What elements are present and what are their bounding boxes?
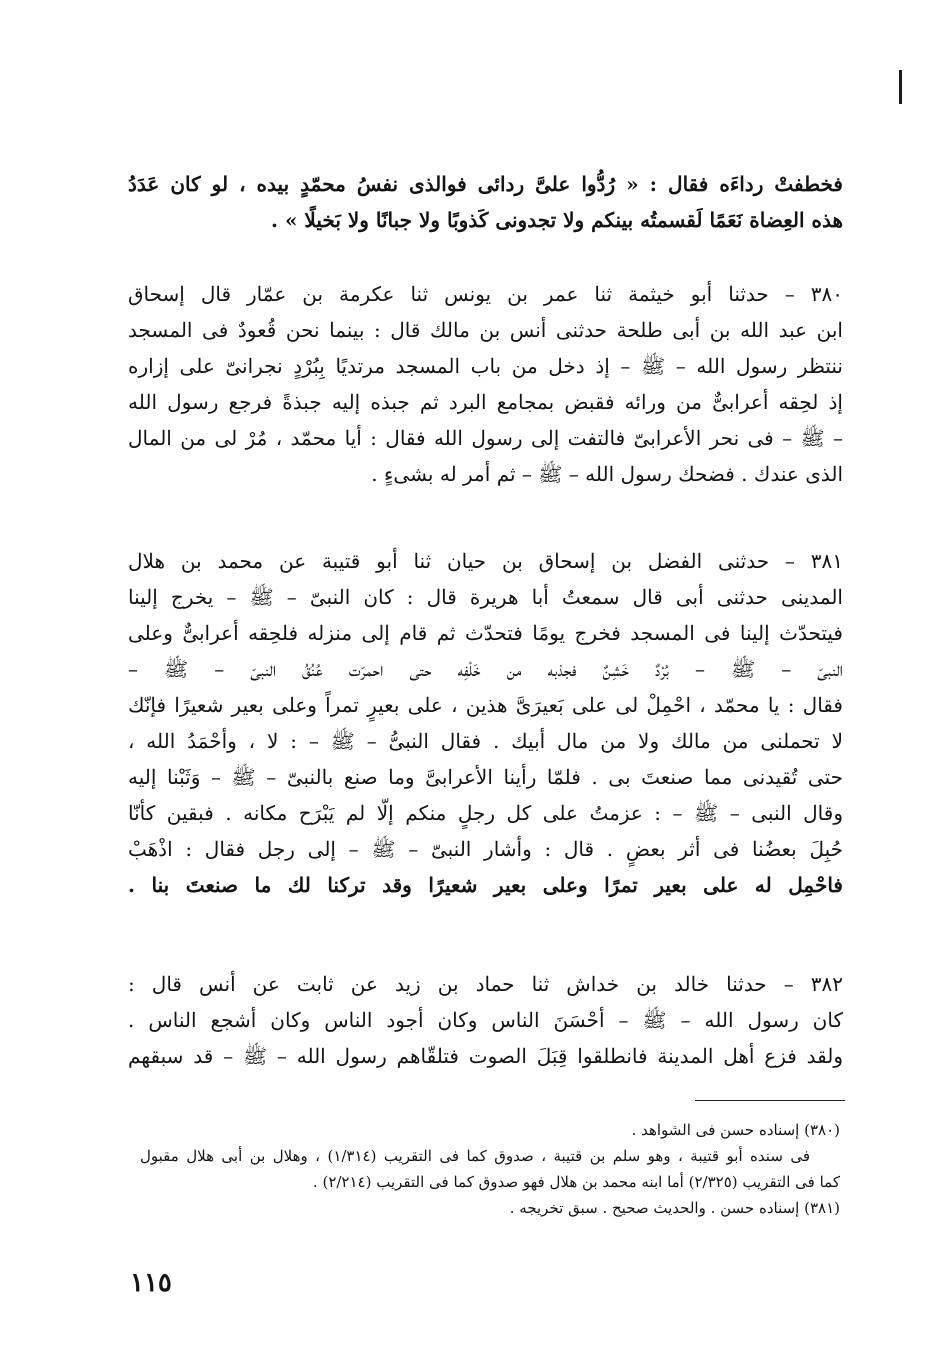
text-line: ننتظر رسول الله – ﷺ – إذ دخل من باب المسجد مرتديًا بِبُرْدٍ نجرانىّ على إزاره: [128, 354, 843, 378]
text-line: النبىّ – ﷺ – بُرْدٌ خَشِنٌ فجذبه من خَلْفِه حتى احمرّت عُنُقُ النبىّ – ﷺ –: [128, 657, 843, 681]
hadith-381: [128, 543, 843, 903]
text-line: ابن عبد الله بن أبى طلحة حدثنى أنس بن مالك قال : بينما نحن قُعودٌ فى المسجد: [128, 318, 843, 342]
text-line: هذه العِضاة نَعَمًا لَقسمتُه بينكم ولا تجدونى كَذوبًا ولا جبانًا ولا بَخيلًا » .: [271, 208, 843, 232]
text-line: كان رسول الله – ﷺ – أحْسَنَ الناس وكان أجود الناس وكان أشجع الناس .: [128, 1008, 843, 1032]
hadith-380: [128, 276, 843, 492]
hadith-382: [128, 966, 843, 1074]
page-number: ١١٥: [130, 1268, 172, 1298]
intro-paragraph: [128, 166, 843, 238]
footnote: فى سنده أبو قتيبة ، وهو سلم بن قتيبة ، صدوق كما فى التقريب (١/٣١٤) ، وهلال بن أبى هلال مقبول: [140, 1147, 810, 1165]
text-line: إذ لحِقه أعرابىٌّ من ورائه فقبض بمجامع البرد ثم جبذه إليه جبذةً فرجع رسول الله: [128, 390, 843, 414]
footnote: (٣٨١) إسناده حسن . والحديث صحيح . سبق تخريجه .: [509, 1199, 840, 1217]
text-line: – ﷺ – فى نحر الأعرابىّ فالتفت إلى رسول الله فقال : أيا محمّد ، مُرْ لى من المال: [128, 426, 843, 450]
text-line: المدينى حدثنى أبى قال سمعتُ أبا هريرة قال : كان النبىّ – ﷺ – يخرج إلينا: [128, 585, 843, 609]
footnotes: [140, 1117, 840, 1221]
text-line: ٣٨١ – حدثنى الفضل بن إسحاق بن حيان ثنا أبو قتيبة عن محمد بن هلال: [128, 549, 843, 573]
text-line: الذى عندك . فضحك رسول الله – ﷺ – ثم أمر له بشىءٍ .: [371, 462, 843, 486]
text-line: ٣٨٠ – حدثنا أبو خيثمة ثنا عمر بن يونس ثنا عكرمة بن عمّار قال إسحاق: [128, 282, 843, 306]
text-line: لا تحملنى من مالك ولا من مال أبيك . فقال النبىُّ – ﷺ – : لا ، وأحْمَدُ الله ،: [128, 729, 843, 753]
text-line: حتى تُقيدنى مما صنعتَ بى . فلمّا رأينا الأعرابىَّ وما صنع بالنبىّ – ﷺ – وَثَبْنا إليه: [128, 765, 843, 789]
text-line: وقال النبى – ﷺ – : عزمتُ على كل رجلٍ منكم إلّا لم يَبْرَح مكانه . فبقين كأنّا: [128, 801, 843, 825]
text-line: ولقد فزع أهل المدينة فانطلقوا قِبَلَ الصوت فتلقّاهم رسول الله – ﷺ – قد سبقهم: [128, 1044, 843, 1068]
margin-mark: [899, 70, 902, 104]
text-line: فخطفتْ رداءَه فقال : « رُدُّوا علىَّ ردائى فوالذى نفسُ محمّدٍ بيده ، لو كان عَدَدُ: [128, 172, 843, 196]
text-line: ٣٨٢ – حدثنا خالد بن خداش ثنا حماد بن زيد عن ثابت عن أنس قال :: [128, 972, 843, 996]
text-line: فيتحدّث إلينا فى المسجد فخرج يومًا فتحدّث ثم قام إلى منزله فلحِقه أعرابىٌّ وعلى: [128, 621, 843, 645]
footnote-divider: [695, 1100, 845, 1101]
text-line: حُبِلَ بعضُنا فى أثر بعضٍ . قال : وأشار النبىّ – ﷺ – إلى رجل فقال : اذْهَبْ: [128, 837, 843, 861]
text-line: فاحْمِل له على بعير تمرًا وعلى بعير شعيرًا وقد تركنا لك ما صنعتَ بنا .: [128, 873, 843, 897]
footnote: (٣٨٠) إسناده حسن فى الشواهد .: [631, 1121, 840, 1139]
text-line: فقال : يا محمّد ، احْمِلْ لى على بَعيرَىَّ هذين ، على بعيرٍ تمراً وعلى بعير شعيرًا فإنّك: [128, 693, 843, 717]
footnote: كما فى التقريب (٢/٣٢٥) أما ابنه محمد بن هلال فهو صدوق كما فى التقريب (٢/٢١٤) .: [312, 1173, 840, 1191]
